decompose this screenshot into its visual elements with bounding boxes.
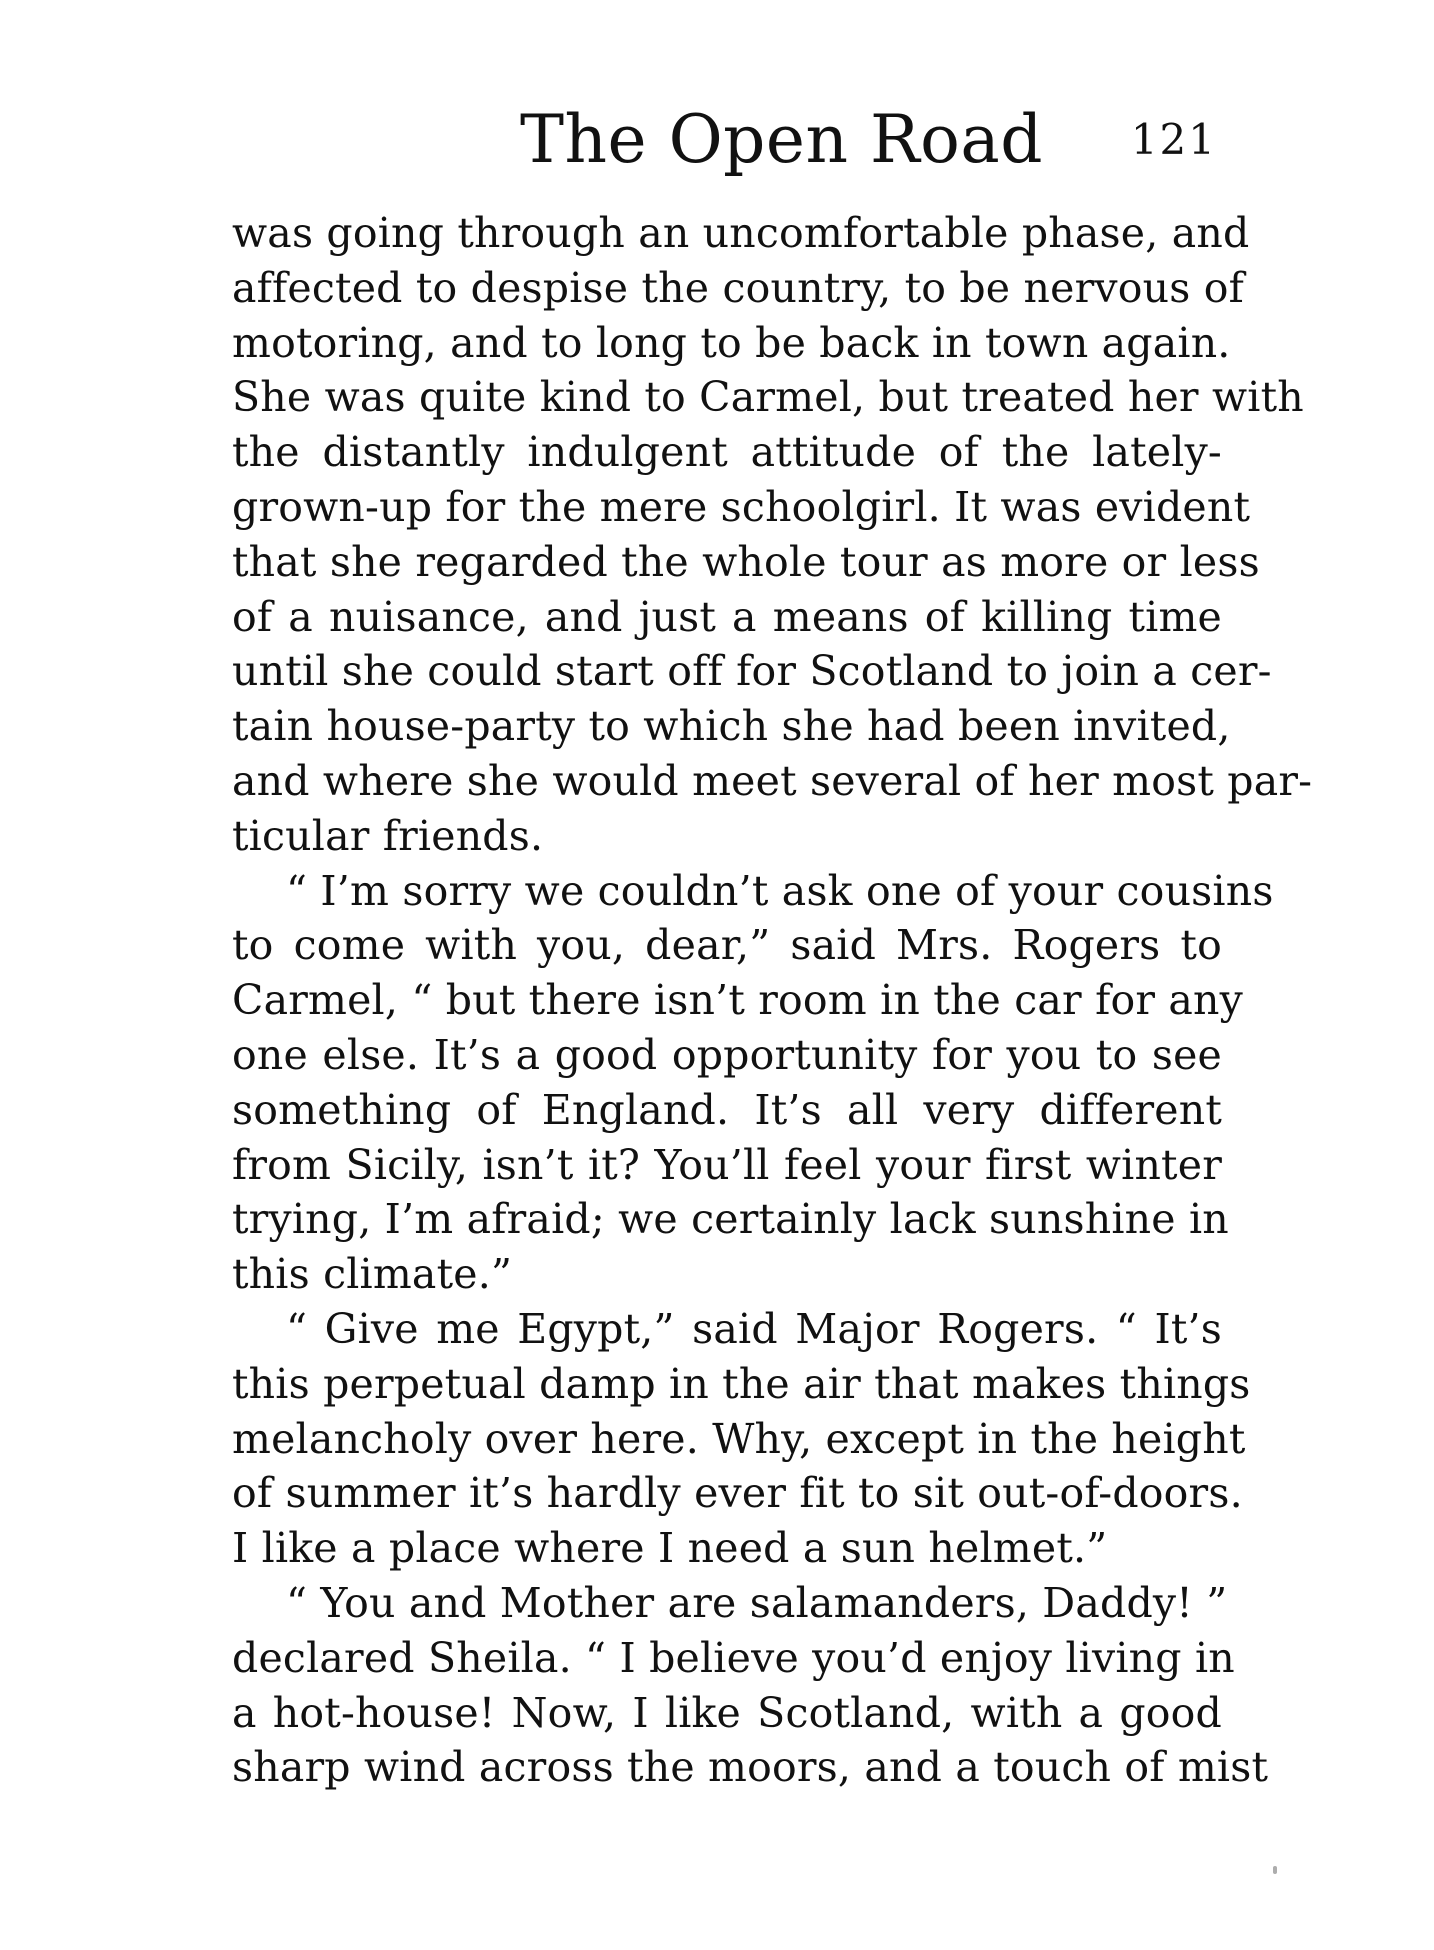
text-line: sharp wind across the moors, and a touch of mist bbox=[232, 1743, 1269, 1792]
text-line: until she could start off for Scotland to join a cer- bbox=[232, 647, 1272, 696]
text-line: one else. It’s a good opportunity for you to see bbox=[232, 1030, 1222, 1079]
text-line-paragraph-start: “ I’m sorry we couldn’t ask one of your cousins bbox=[286, 866, 1274, 915]
text-line-paragraph-start: “ You and Mother are salamanders, Daddy! ” bbox=[286, 1578, 1228, 1627]
text-line: tain house-party to which she had been invited, bbox=[232, 702, 1231, 751]
text-line: She was quite kind to Carmel, but treated her with bbox=[232, 373, 1304, 422]
text-line: the distantly indulgent attitude of the lately- bbox=[232, 428, 1222, 477]
text-line-paragraph-start: “ Give me Egypt,” said Major Rogers. “ It’s bbox=[286, 1304, 1222, 1353]
text-line: of summer it’s hardly ever fit to sit out-of-doors. bbox=[232, 1469, 1243, 1518]
running-title: The Open Road bbox=[520, 101, 1043, 178]
text-line: to come with you, dear,” said Mrs. Rogers to bbox=[232, 921, 1222, 970]
text-line: this perpetual damp in the air that makes things bbox=[232, 1359, 1251, 1408]
text-line: and where she would meet several of her most par- bbox=[232, 756, 1313, 805]
scan-speck bbox=[1273, 1866, 1277, 1874]
text-line: a hot-house! Now, I like Scotland, with a good bbox=[232, 1688, 1222, 1737]
text-line: affected to despise the country, to be nervous of bbox=[232, 263, 1244, 312]
page-number: 121 bbox=[1130, 115, 1217, 164]
text-line: grown-up for the mere schoolgirl. It was evident bbox=[232, 482, 1251, 531]
text-line: declared Sheila. “ I believe you’d enjoy living in bbox=[232, 1633, 1235, 1682]
text-line: melancholy over here. Why, except in the height bbox=[232, 1414, 1246, 1463]
text-line: of a nuisance, and just a means of killing time bbox=[232, 592, 1222, 641]
text-line: Carmel, “ but there isn’t room in the car for any bbox=[232, 976, 1243, 1025]
text-line-paragraph-end: ticular friends. bbox=[232, 811, 544, 860]
text-line: that she regarded the whole tour as more or less bbox=[232, 537, 1260, 586]
text-line: from Sicily, isn’t it? You’ll feel your first winter bbox=[232, 1140, 1222, 1189]
text-line: was going through an uncomfortable phase, and bbox=[232, 209, 1250, 257]
running-header bbox=[232, 100, 1222, 180]
text-line: trying, I’m afraid; we certainly lack sunshine in bbox=[232, 1195, 1229, 1244]
text-line-paragraph-end: I like a place where I need a sun helmet.” bbox=[232, 1524, 1108, 1573]
text-line: motoring, and to long to be back in town again. bbox=[232, 318, 1231, 367]
text-line-paragraph-end: this climate.” bbox=[232, 1250, 513, 1299]
body-text bbox=[232, 206, 1313, 1795]
text-line: something of England. It’s all very different bbox=[232, 1085, 1222, 1134]
